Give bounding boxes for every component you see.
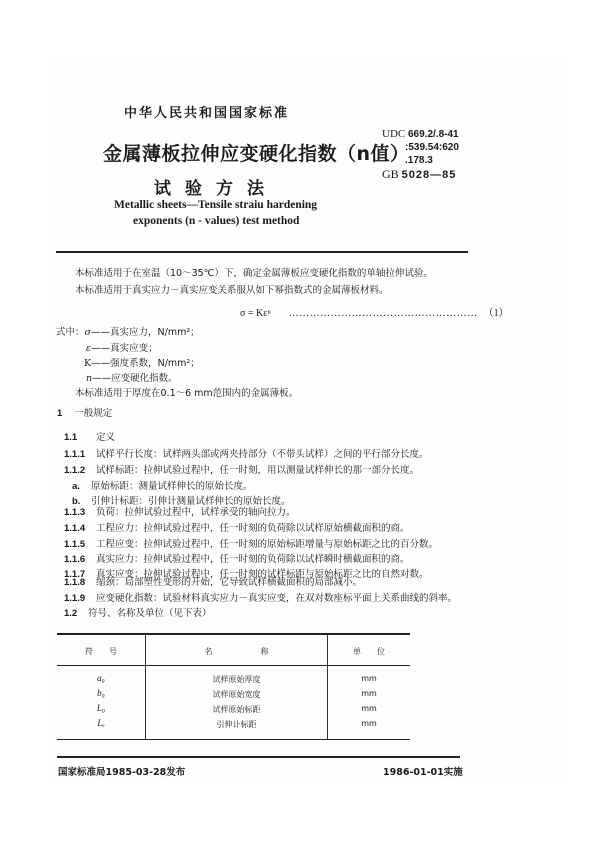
var-desc-k: ——强度系数，N/mm²； (91, 358, 200, 369)
formula-expression: σ = Kεⁿ (240, 308, 271, 319)
where-label: 式中： (56, 327, 85, 338)
row-unit: mm (361, 704, 377, 713)
intro-paragraph-1: 本标准适用于在室温（10～35℃）下，确定金属薄板应变硬化指数的单轴拉伸试验。 (75, 268, 433, 279)
subtitle-chinese: 试验方法 (154, 179, 278, 199)
row-symbol: b₀ (97, 688, 105, 698)
clause-number: 1.1.7 (64, 569, 86, 580)
clause-text: 工程应力：拉伸试验过程中，任一时刻的负荷除以试样原始横截面积的商。 (96, 523, 410, 534)
section-title: 一般规定 (74, 408, 113, 419)
clause-1-2 (64, 605, 212, 619)
table-header-unit: 单 位 (353, 647, 385, 656)
formula-leader-dots: ……………………………………………… (288, 308, 478, 319)
row-unit: mm (361, 674, 377, 683)
formula-1 (240, 304, 509, 319)
effective-date: 1986-01-01实施 (383, 767, 463, 778)
var-n (86, 370, 178, 384)
clause-number: a. (72, 481, 80, 492)
clause-1-1-1 (64, 446, 429, 460)
section-1-heading (57, 405, 112, 419)
clause-text: 缩颈：局部塑性变形的开始，它导致试样横截面积的局部减小。 (96, 577, 363, 588)
clause-1-1 (64, 429, 115, 443)
clause-text: 真实应力：拉伸试验过程中，任一时刻的负荷除以试样瞬时横截面积的商。 (96, 554, 410, 565)
row-unit: mm (361, 689, 377, 698)
var-desc-n: ——应变硬化指数。 (92, 373, 178, 384)
title-english-line1: Metallic sheets—Tensile straiu hardening (114, 199, 318, 211)
clause-1-1-9 (64, 590, 457, 604)
clause-1-1-3 (64, 504, 296, 518)
table-header-rule (57, 665, 410, 666)
gb-code: 5028—85 (401, 169, 457, 181)
row-unit: mm (361, 719, 377, 728)
header-divider (56, 251, 468, 253)
clause-number: 1.1 (64, 432, 78, 443)
var-desc-epsilon: ——真实应变； (91, 343, 158, 354)
var-symbol-sigma: σ (84, 327, 92, 338)
intro-paragraph-2: 本标准适用于真实应力－真实应变关系服从如下幂指数式的金属薄板材料。 (75, 285, 389, 296)
gb-number (382, 167, 456, 182)
symbols-table (57, 633, 410, 740)
table-header-name: 名 称 (204, 647, 269, 656)
clause-text: 试样标距：拉伸试验过程中，任一时刻，用以测量试样伸长的那一部分长度。 (96, 465, 420, 476)
clause-number: 1.1.5 (64, 539, 86, 550)
gb-label: GB (382, 167, 399, 181)
row-name: 引伸计标距 (216, 720, 257, 729)
standard-organization: 中华人民共和国国家标准 (124, 106, 290, 121)
row-name: 试样原始标距 (212, 705, 261, 714)
title-chinese: 金属薄板拉伸应变硬化指数（n值） (103, 143, 410, 165)
var-epsilon (86, 340, 158, 354)
clause-a (72, 478, 253, 492)
udc-label: UDC (382, 128, 406, 140)
clause-1-1-4 (64, 520, 410, 534)
clause-text: 试样平行长度：试样两头部或两夹持部分（不带头试样）之间的平行部分长度。 (96, 449, 429, 460)
footer-divider (57, 756, 460, 758)
var-k (84, 355, 200, 369)
clause-number: 1.1.6 (64, 554, 86, 565)
udc-line1: 669.2/.8-41 (407, 129, 459, 140)
clause-text: 符号、名称及单位（见下表） (88, 608, 212, 619)
issue-date: 国家标准局1985-03-28发布 (58, 767, 186, 778)
row-symbol: a₀ (97, 673, 105, 683)
row-symbol: Lₑ (97, 718, 105, 728)
clause-number: 1.1.2 (64, 465, 86, 476)
udc-classification (382, 128, 459, 167)
clause-number: 1.2 (64, 608, 78, 619)
clause-text: 工程应变：拉伸试验过程中，任一时刻的原始标距增量与原始标距之比的百分数。 (96, 539, 439, 550)
clause-number: 1.1.8 (64, 577, 86, 588)
udc-line2: :539.54:620 (405, 142, 459, 153)
clause-1-1-8 (64, 574, 362, 588)
clause-1-1-2 (64, 462, 419, 476)
var-symbol-n: n (86, 373, 93, 384)
section-number: 1 (57, 408, 63, 419)
clause-text: 原始标距：测量试样伸长的原始长度。 (91, 481, 253, 492)
clause-number: 1.1.4 (64, 523, 86, 534)
udc-line3: .178.3 (405, 155, 433, 166)
clause-number: 1.1.9 (64, 593, 86, 604)
clause-number: b. (72, 496, 81, 507)
where-clause (56, 324, 200, 338)
row-symbol: L₀ (96, 703, 106, 713)
intro-paragraph-3: 本标准适用于厚度在0.1～6 mm范围内的金属薄板。 (75, 388, 299, 399)
clause-number: 1.1.1 (64, 449, 86, 460)
table-top-rule (57, 633, 410, 635)
clause-number: 1.1.3 (64, 507, 86, 518)
clause-text: 应变硬化指数：试验材料真实应力－真实应变，在双对数座标平面上关系曲线的斜率。 (96, 593, 458, 604)
formula-number: （1） (483, 308, 509, 319)
table-header-symbol: 符 号 (85, 647, 117, 656)
clause-1-1-6 (64, 551, 410, 565)
row-name: 试样原始宽度 (212, 690, 261, 699)
table-bottom-rule (57, 739, 410, 740)
clause-text: 负荷：拉伸试验过程中，试样承受的轴向拉力。 (96, 507, 296, 518)
var-symbol-k: K (84, 358, 92, 369)
clause-1-1-5 (64, 536, 438, 550)
var-symbol-epsilon: ε (86, 343, 92, 354)
var-desc-sigma: ——真实应力，N/mm²； (91, 327, 200, 338)
clause-text: 真实应变：拉伸试验过程中，任一时刻的试样标距与原始标距之比的自然对数。 (96, 569, 429, 580)
clause-text: 引伸计标距：引伸计测量试样伸长的原始长度。 (91, 496, 291, 507)
row-name: 试样原始厚度 (212, 675, 261, 684)
title-english-line2: exponents (n - values) test method (133, 215, 300, 227)
clause-text: 定义 (96, 432, 116, 443)
